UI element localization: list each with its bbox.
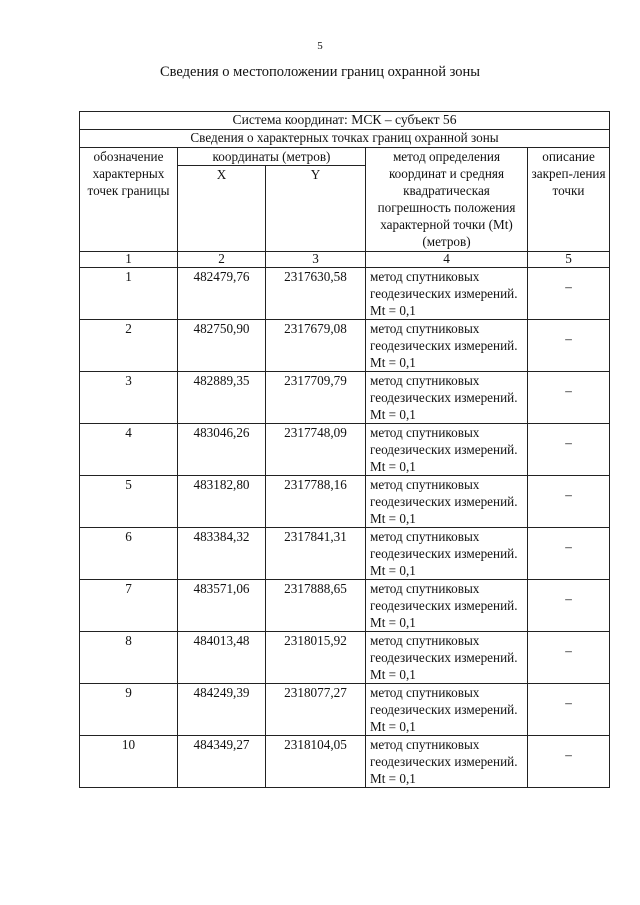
measurement-method: метод спутниковых геодезических измерений. Mt = 0,1: [366, 372, 528, 424]
coordinate-y: 2317841,31: [266, 528, 366, 580]
coordinate-y: 2317709,79: [266, 372, 366, 424]
point-fixation-cell: [528, 320, 610, 372]
point-fixation-description: –: [565, 383, 572, 398]
document-title: Сведения о местоположении границ охранной зоны: [159, 64, 480, 80]
table-row: [80, 528, 610, 580]
column-number: 3: [266, 252, 366, 268]
point-fixation-cell: [528, 632, 610, 684]
coordinate-y: 2317788,16: [266, 476, 366, 528]
point-fixation-description: –: [565, 435, 572, 450]
table-row: [80, 268, 610, 320]
table-row: [80, 424, 610, 476]
measurement-method: метод спутниковых геодезических измерений. Mt = 0,1: [366, 736, 528, 788]
point-fixation-cell: [528, 268, 610, 320]
coordinate-y: 2317630,58: [266, 268, 366, 320]
point-number: 3: [80, 372, 178, 424]
point-fixation-cell: [528, 372, 610, 424]
coordinate-x: 482479,76: [178, 268, 266, 320]
coordinates-table: [79, 111, 610, 788]
point-fixation-description: –: [565, 591, 572, 606]
coordinate-y: 2318077,27: [266, 684, 366, 736]
coordinate-x: 483571,06: [178, 580, 266, 632]
table-row: [80, 372, 610, 424]
measurement-method: метод спутниковых геодезических измерений. Mt = 0,1: [366, 580, 528, 632]
point-number: 4: [80, 424, 178, 476]
point-fixation-description: –: [565, 539, 572, 554]
column-number: 4: [366, 252, 528, 268]
point-fixation-description: –: [565, 643, 572, 658]
table-row: [80, 580, 610, 632]
measurement-method: метод спутниковых геодезических измерений. Mt = 0,1: [366, 424, 528, 476]
point-fixation-description: –: [565, 279, 572, 294]
coordinate-x: 482750,90: [178, 320, 266, 372]
point-fixation-description: –: [565, 747, 572, 762]
point-number: 9: [80, 684, 178, 736]
coordinate-system-row: [80, 112, 610, 130]
table-row: [80, 736, 610, 788]
header-point-designation: обозначение характерных точек границы: [80, 148, 178, 252]
header-method: метод определения координат и средняя квадратическая погрешность положения характерной точки (Mt) (метров): [366, 148, 528, 252]
point-fixation-cell: [528, 684, 610, 736]
coordinate-x: 484013,48: [178, 632, 266, 684]
coordinate-x: 483182,80: [178, 476, 266, 528]
column-number: 1: [80, 252, 178, 268]
measurement-method: метод спутниковых геодезических измерений. Mt = 0,1: [366, 268, 528, 320]
coordinate-x: 482889,35: [178, 372, 266, 424]
point-fixation-description: –: [565, 487, 572, 502]
table-row: [80, 684, 610, 736]
header-x: X: [178, 166, 266, 252]
point-fixation-cell: [528, 528, 610, 580]
point-number: 8: [80, 632, 178, 684]
point-number: 6: [80, 528, 178, 580]
measurement-method: метод спутниковых геодезических измерений. Mt = 0,1: [366, 632, 528, 684]
coordinate-y: 2317888,65: [266, 580, 366, 632]
point-number: 7: [80, 580, 178, 632]
table-subtitle-row: [80, 130, 610, 148]
column-numbers-row: [80, 252, 610, 268]
column-number: 5: [528, 252, 610, 268]
coordinate-x: 484249,39: [178, 684, 266, 736]
table-subtitle: Сведения о характерных точках границ охранной зоны: [80, 130, 610, 148]
coordinate-y: 2318104,05: [266, 736, 366, 788]
table-row: [80, 632, 610, 684]
header-row: [80, 148, 610, 166]
point-number: 10: [80, 736, 178, 788]
point-fixation-cell: [528, 476, 610, 528]
point-number: 1: [80, 268, 178, 320]
coordinate-x: 484349,27: [178, 736, 266, 788]
table-row: [80, 320, 610, 372]
point-fixation-description: –: [565, 695, 572, 710]
point-number: 5: [80, 476, 178, 528]
point-fixation-description: –: [565, 331, 572, 346]
measurement-method: метод спутниковых геодезических измерений. Mt = 0,1: [366, 528, 528, 580]
coordinate-x: 483046,26: [178, 424, 266, 476]
measurement-method: метод спутниковых геодезических измерений. Mt = 0,1: [366, 684, 528, 736]
point-number: 2: [80, 320, 178, 372]
coordinate-y: 2318015,92: [266, 632, 366, 684]
point-fixation-cell: [528, 424, 610, 476]
coordinate-x: 483384,32: [178, 528, 266, 580]
measurement-method: метод спутниковых геодезических измерений. Mt = 0,1: [366, 476, 528, 528]
coordinate-y: 2317679,08: [266, 320, 366, 372]
page-number: 5: [317, 40, 323, 52]
coordinate-system-label: Система координат: МСК – субъект 56: [80, 112, 610, 130]
table-row: [80, 476, 610, 528]
point-fixation-cell: [528, 580, 610, 632]
coordinate-y: 2317748,09: [266, 424, 366, 476]
point-fixation-cell: [528, 736, 610, 788]
header-y: Y: [266, 166, 366, 252]
header-description: описание закреп-ления точки: [528, 148, 610, 252]
header-coordinates: координаты (метров): [178, 148, 366, 166]
measurement-method: метод спутниковых геодезических измерений. Mt = 0,1: [366, 320, 528, 372]
column-number: 2: [178, 252, 266, 268]
